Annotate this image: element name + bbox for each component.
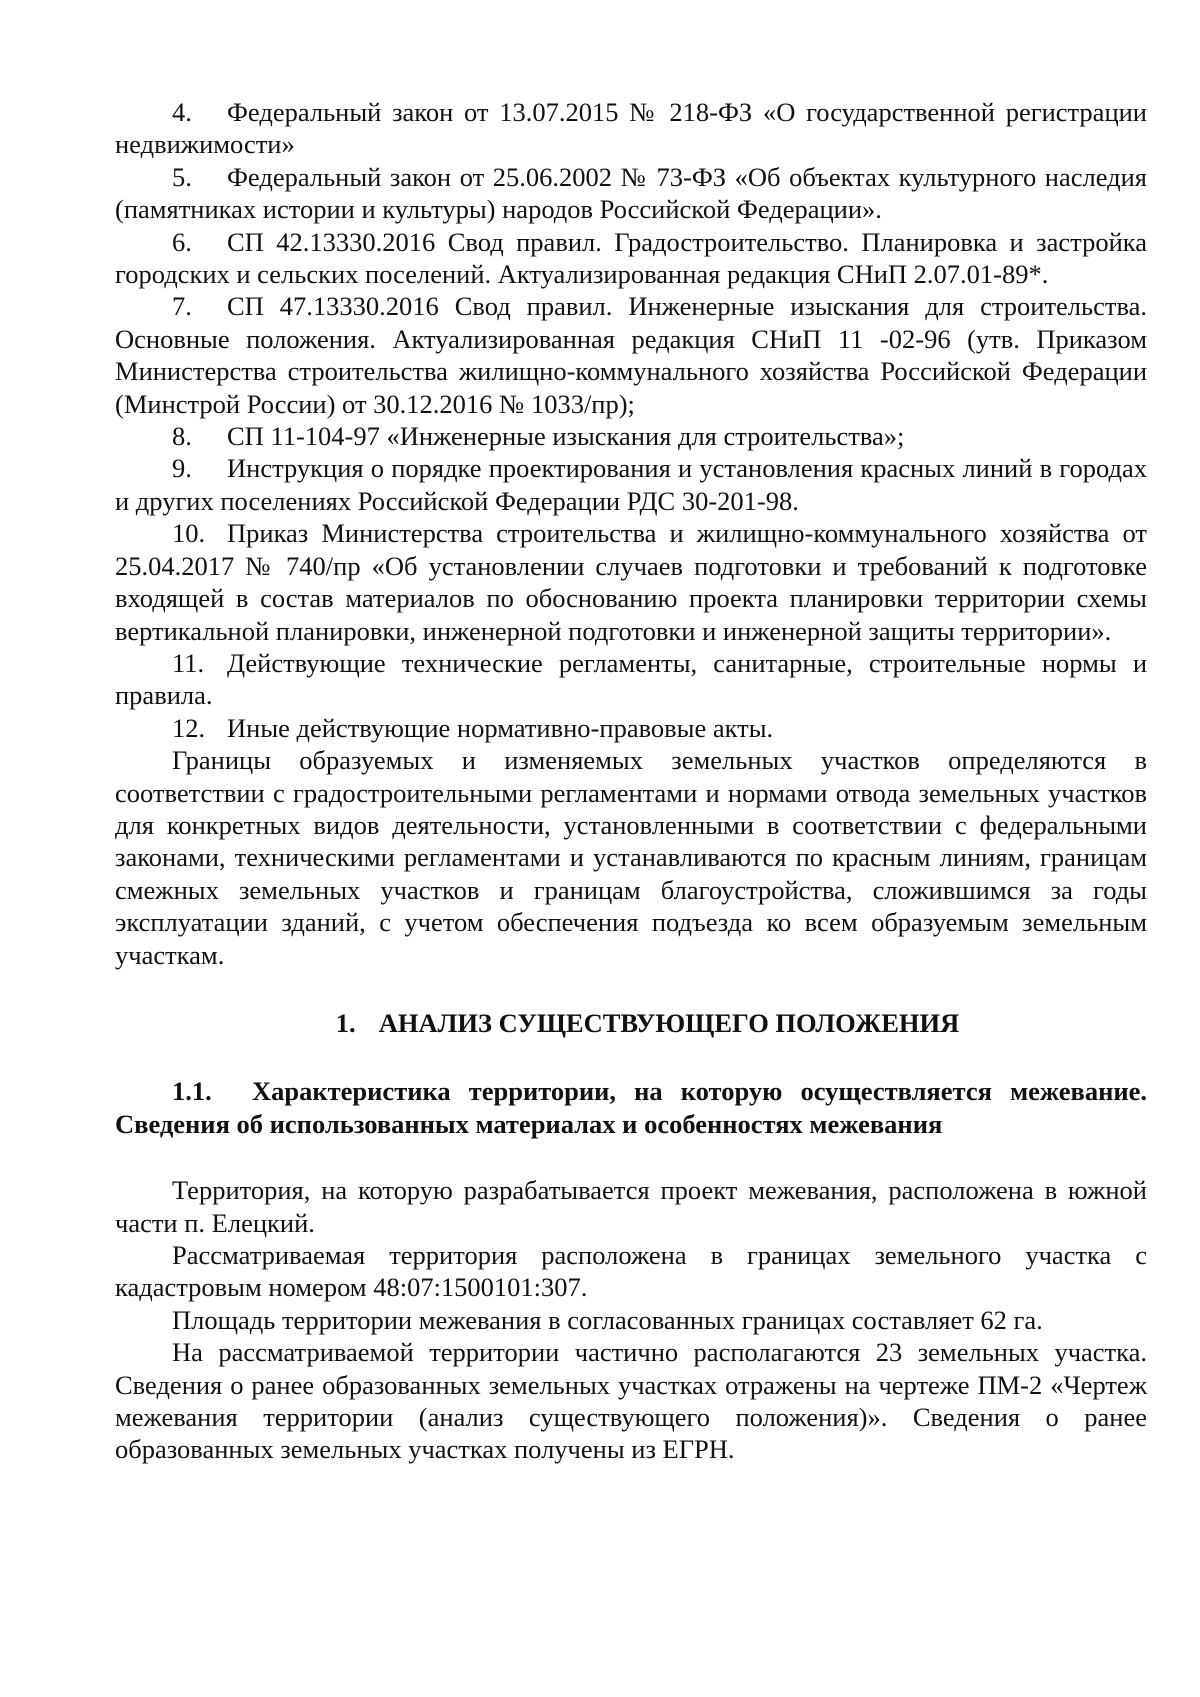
body-paragraph: Территория, на которую разрабатывается проект межевания, расположена в южной части п. Елецкий. — [115, 1175, 1147, 1238]
document-page — [115, 96, 1147, 1466]
list-item — [115, 517, 1147, 647]
list-item — [115, 96, 1147, 161]
spacer — [115, 1140, 1147, 1174]
subsection-heading — [115, 1075, 1147, 1140]
subsection-number: 1.1. — [172, 1076, 212, 1107]
list-item — [115, 226, 1147, 291]
list-item-number: 10. — [172, 518, 206, 549]
body-paragraph: На рассматриваемой территории частично располагаются 23 земельных участка. Сведения о ранее образованных земельных участках отражены на чертеже ПМ-2 «Чертеж межевания территории (анализ существующего положения)». Сведения о ранее образованных земельных участках получены из ЕГРН. — [115, 1337, 1147, 1465]
list-item-text: Иные действующие нормативно-правовые акты. — [227, 712, 774, 743]
list-item — [115, 712, 1147, 744]
list-item-text: СП 11-104-97 «Инженерные изыскания для строительства»; — [227, 421, 905, 452]
list-item — [115, 452, 1147, 517]
list-item-text: Действующие технические регламенты, санитарные, строительные нормы и правила. — [115, 647, 1147, 711]
list-item-text: Федеральный закон от 25.06.2002 № 73-ФЗ «Об объектах культурного наследия (памятниках истории и культуры) народов Российской Федерации». — [115, 161, 1147, 225]
list-item — [115, 161, 1147, 226]
list-item-number: 9. — [172, 453, 192, 484]
list-item-text: Приказ Министерства строительства и жилищно-коммунального хозяйства от 25.04.2017 № 740/пр «Об установлении случаев подготовки и требований к подготовке входящей в состав материалов по обоснованию проекта планировки территории схемы вертикальной планировки, инженерной подготовки и инженерной защиты территории». — [115, 518, 1147, 646]
subsection-title: Характеристика территории, на которую осуществляется межевание. Сведения об использованных материалах и особенностях межевания — [115, 1076, 1147, 1139]
section-title: АНАЛИЗ СУЩЕСТВУЮЩЕГО ПОЛОЖЕНИЯ — [378, 1007, 960, 1038]
list-item-number: 5. — [172, 161, 192, 192]
list-item — [115, 647, 1147, 712]
list-item-text: Инструкция о порядке проектирования и установления красных линий в городах и других поселениях Российской Федерации РДС 30-201-98. — [115, 453, 1147, 516]
section-heading — [115, 1007, 1147, 1039]
list-item-text: СП 47.13330.2016 Свод правил. Инженерные изыскания для строительства. Основные положения. Актуализированная редакция СНиП 11 -02-96 (утв. Приказом Министерства строительства жилищно-коммунального хозяйства Российской Федерации (Минстрой России) от 30.12.2016 № 1033/пр); — [115, 291, 1147, 419]
section-number: 1. — [335, 1007, 356, 1038]
list-item — [115, 420, 1147, 452]
list-item-text: Федеральный закон от 13.07.2015 № 218-ФЗ «О государственной регистрации недвижимости» — [115, 97, 1147, 160]
list-item-number: 4. — [172, 97, 192, 127]
list-item-number: 12. — [172, 712, 206, 743]
list-item-number: 11. — [172, 647, 205, 678]
body-paragraph: Площадь территории межевания в согласованных границах составляет 62 га. — [172, 1304, 1043, 1335]
list-item-number: 7. — [172, 291, 192, 322]
body-paragraph: Рассматриваемая территория расположена в границах земельного участка с кадастровым номером 48:07:1500101:307. — [115, 1240, 1147, 1303]
list-item-text: СП 42.13330.2016 Свод правил. Градостроительство. Планировка и застройка городских и сельских поселений. Актуализированная редакция СНиП 2.07.01-89*. — [115, 226, 1147, 290]
intro-paragraph: Границы образуемых и изменяемых земельных участков определяются в соответствии с градостроительными регламентами и нормами отвода земельных участков для конкретных видов деятельности, установленными в соответствии с федеральными законами, техническими регламентами и устанавливаются по красным линиям, границам смежных земельных участков и границам благоустройства, сложившимся за годы эксплуатации зданий, с учетом обеспечения подъезда ко всем образуемым земельным участкам. — [115, 745, 1147, 970]
list-item-number: 8. — [172, 421, 192, 452]
list-item — [115, 290, 1147, 420]
list-item-number: 6. — [172, 226, 192, 257]
